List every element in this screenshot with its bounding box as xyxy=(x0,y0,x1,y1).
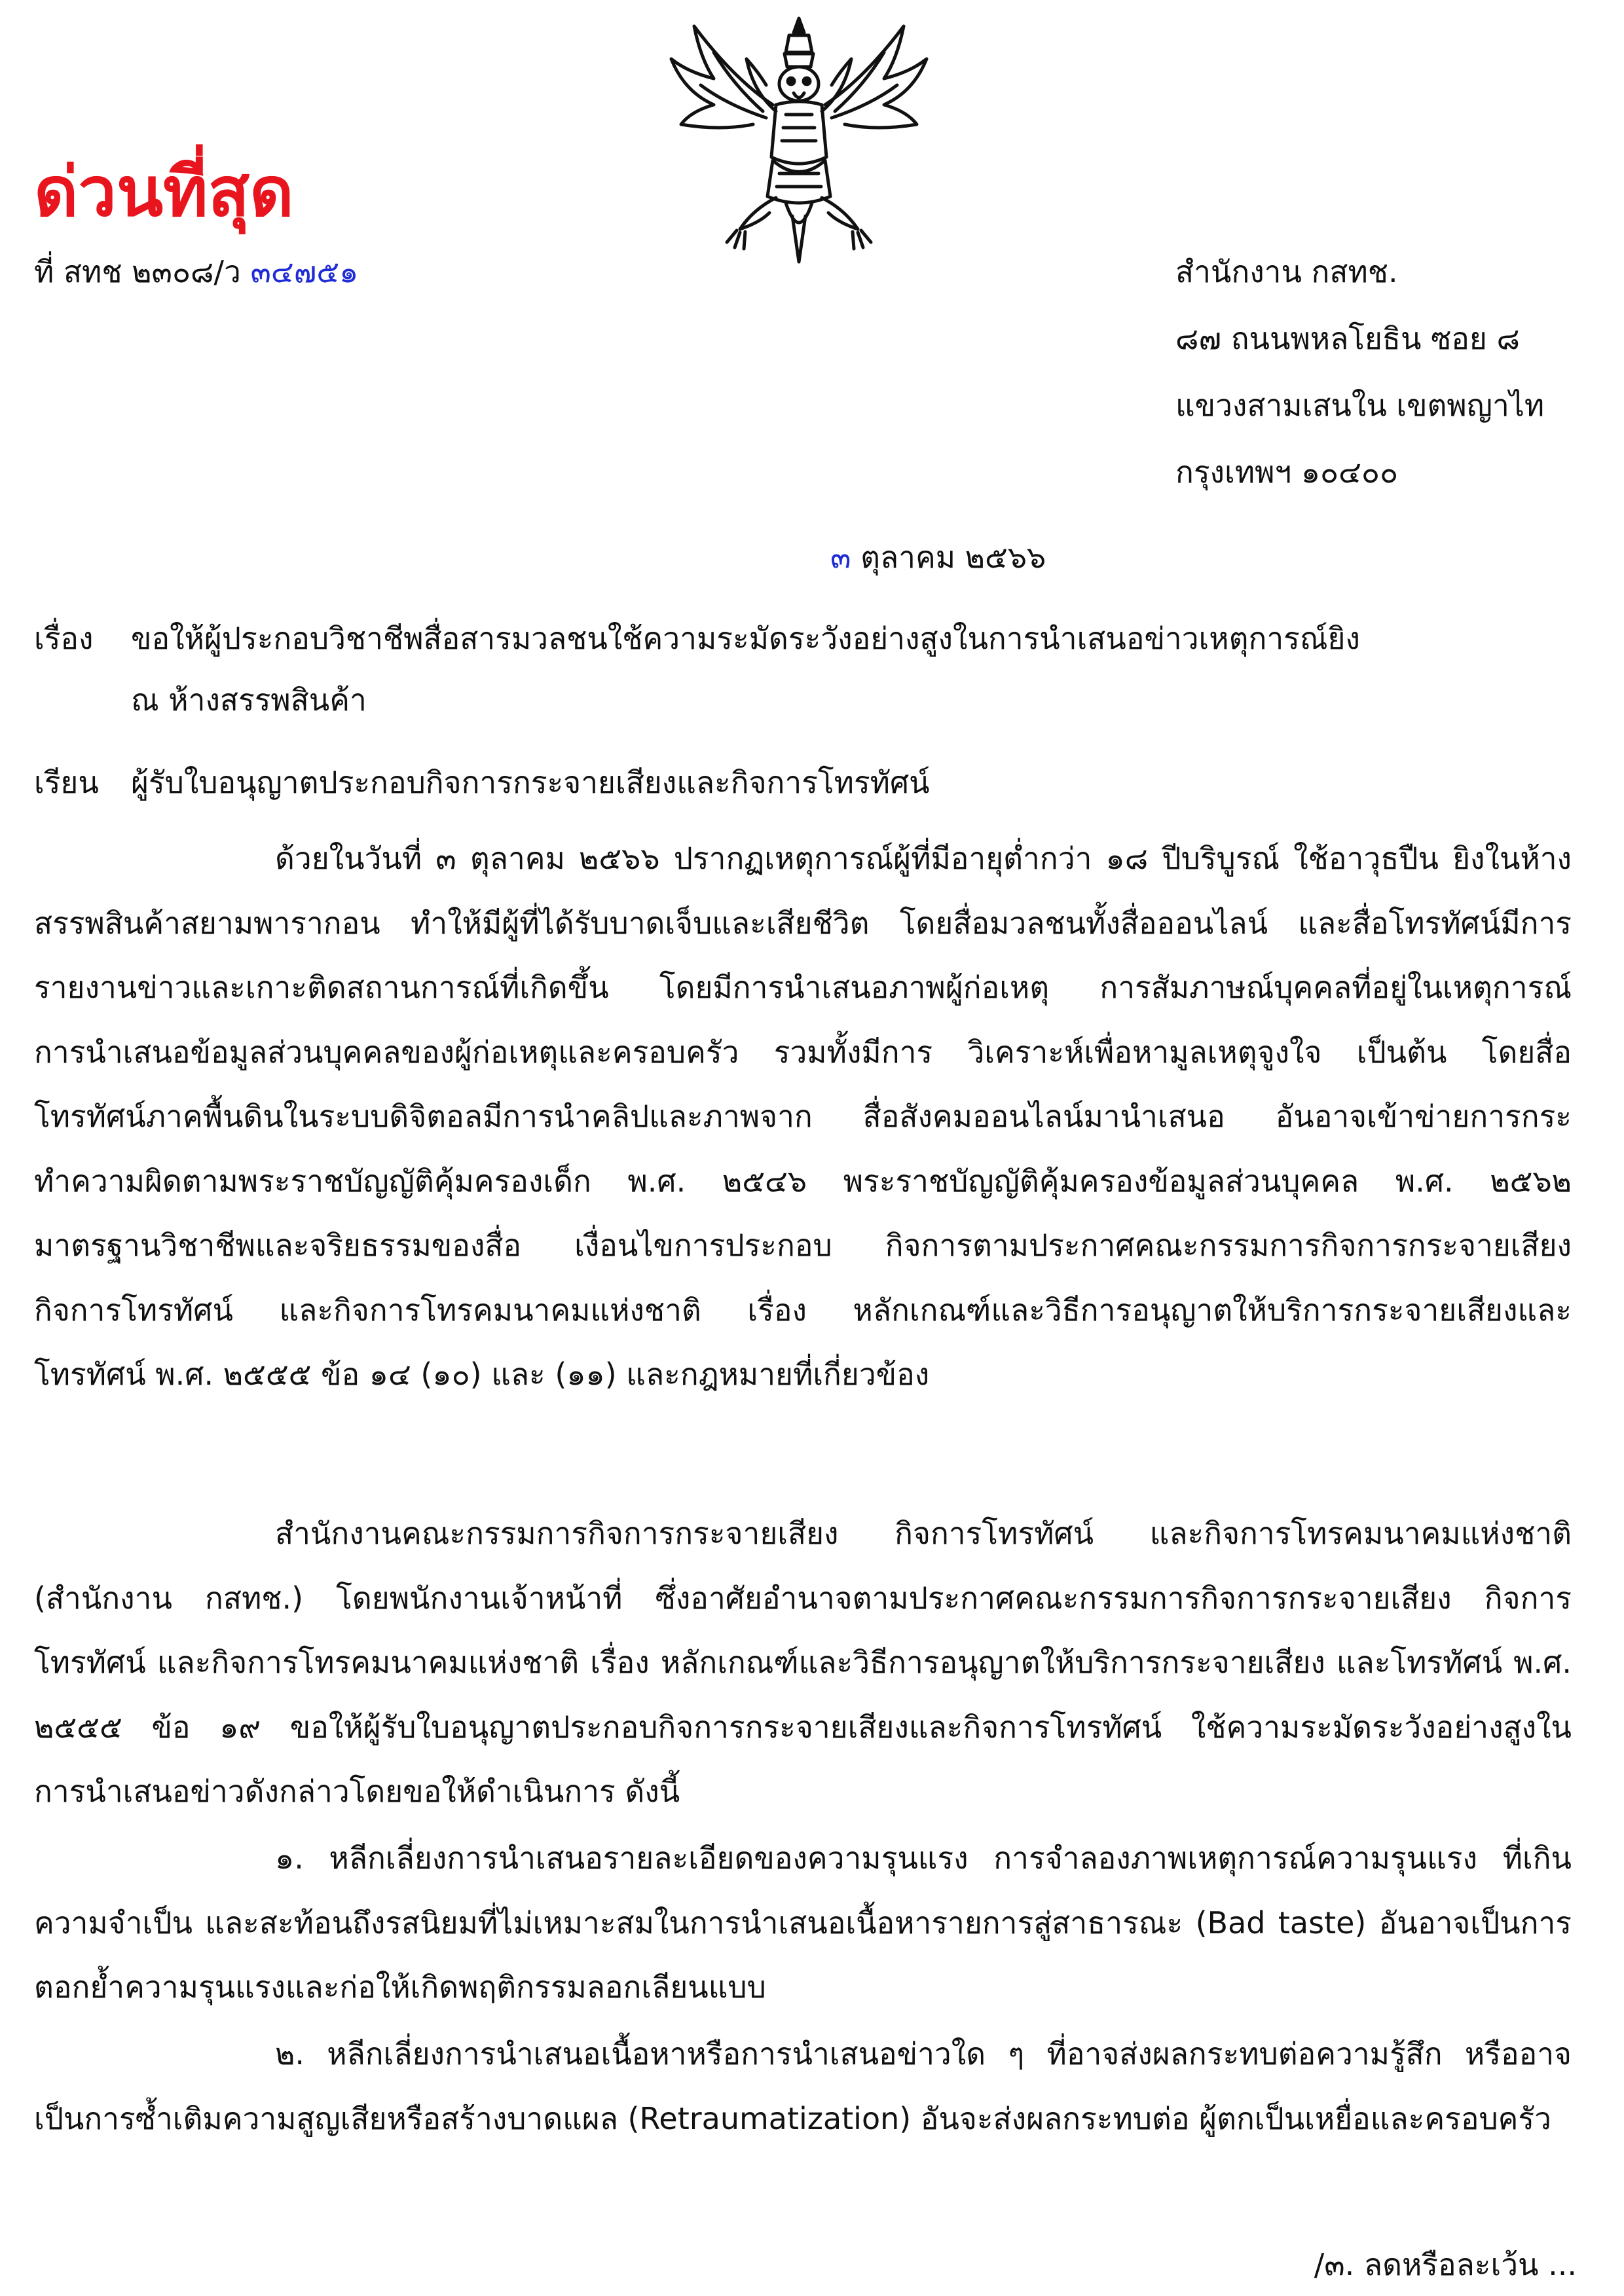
page-continuation: /๓. ลดหรือละเว้น ... xyxy=(1314,2247,1577,2282)
document-number xyxy=(34,254,359,289)
date-month-year: ตุลาคม ๒๕๖๖ xyxy=(860,539,1046,575)
subject-text: ขอให้ผู้ประกอบวิชาชีพสื่อสารมวลชนใช้ความระมัดระวังอย่างสูงในการนำเสนอข่าวเหตุการณ์ยิง xyxy=(131,621,1360,656)
sender-address-line: ๘๗ ถนนพหลโยธิน ซอย ๘ xyxy=(1175,321,1520,356)
document-date xyxy=(830,539,1046,575)
body-paragraph-text: สำนักงานคณะกรรมการกิจการกระจายเสียง กิจการโทรทัศน์ และกิจการโทรคมนาคมแห่งชาติ (สำนักงาน กสทช.) โดยพนักงานเจ้าหน้าที่ ซึ่งอาศัยอำนาจตามประกาศคณะกรรมการกิจการกระจายเสียง กิจการโทรทัศน์ และกิจการโทรคมนาคมแห่งชาติ เรื่อง หลักเกณฑ์และวิธีการอนุญาตให้บริการกระจายเสียง และโทรทัศน์ พ.ศ. ๒๕๕๕ ข้อ ๑๙ ขอให้ผู้รับใบอนุญาตประกอบกิจการกระจายเสียงและกิจการโทรทัศน์ ใช้ความระมัดระวังอย่างสูงในการนำเสนอข่าวดังกล่าวโดยขอให้ดำเนินการ ดังนี้ xyxy=(34,1516,1572,1809)
body-paragraph xyxy=(34,1501,1572,1824)
body-list-item-text: ๑. หลีกเลี่ยงการนำเสนอรายละเอียดของความรุนแรง การจำลองภาพเหตุการณ์ความรุนแรง ที่เกินความจำเป็น และสะท้อนถึงรสนิยมที่ไม่เหมาะสมในการนำเสนอเนื้อหารายการสู่สาธารณะ (Bad taste) อันอาจเป็นการตอกย้ำความรุนแรงและก่อให้เกิดพฤติกรรมลอกเลียนแบบ xyxy=(34,1840,1572,2005)
body-paragraph-text: ด้วยในวันที่ ๓ ตุลาคม ๒๕๖๖ ปรากฏเหตุการณ์ผู้ที่มีอายุต่ำกว่า ๑๘ ปีบริบูรณ์ ใช้อาวุธปืน ยิงในห้างสรรพสินค้าสยามพารากอน ทำให้มีผู้ที่ได้รับบาดเจ็บและเสียชีวิต โดยสื่อมวลชนทั้งสื่อออนไลน์ และสื่อโทรทัศน์มีการรายงานข่าวและเกาะติดสถานการณ์ที่เกิดขึ้น โดยมีการนำเสนอภาพผู้ก่อเหตุ การสัมภาษณ์บุคคลที่อยู่ในเหตุการณ์ การนำเสนอข้อมูลส่วนบุคคลของผู้ก่อเหตุและครอบครัว รวมทั้งมีการ วิเคราะห์เพื่อหามูลเหตุจูงใจ เป็นต้น โดยสื่อโทรทัศน์ภาคพื้นดินในระบบดิจิตอลมีการนำคลิปและภาพจาก สื่อสังคมออนไลน์มานำเสนอ อันอาจเข้าข่ายการกระทำความผิดตามพระราชบัญญัติคุ้มครองเด็ก พ.ศ. ๒๕๔๖ พระราชบัญญัติคุ้มครองข้อมูลส่วนบุคคล พ.ศ. ๒๕๖๒ มาตรฐานวิชาชีพและจริยธรรมของสื่อ เงื่อนไขการประกอบ กิจการตามประกาศคณะกรรมการกิจการกระจายเสียง กิจการโทรทัศน์ และกิจการโทรคมนาคมแห่งชาติ เรื่อง หลักเกณฑ์และวิธีการอนุญาตให้บริการกระจายเสียงและโทรทัศน์ พ.ศ. ๒๕๕๕ ข้อ ๑๔ (๑๐) และ (๑๑) และกฎหมายที่เกี่ยวข้อง xyxy=(34,841,1572,1392)
recipient-label: เรียน xyxy=(34,765,99,800)
sender-address-line: แขวงสามเสนใน เขตพญาไท xyxy=(1175,388,1545,423)
recipient-line xyxy=(34,765,930,800)
document-number-value: ๓๔๗๕๑ xyxy=(250,254,359,289)
recipient-text: ผู้รับใบอนุญาตประกอบกิจการกระจายเสียงและกิจการโทรทัศน์ xyxy=(131,765,930,800)
body-paragraph xyxy=(34,826,1572,1407)
body-list-item-text: ๒. หลีกเลี่ยงการนำเสนอเนื้อหาหรือการนำเสนอข่าวใด ๆ ที่อาจส่งผลกระทบต่อความรู้สึก หรืออาจเป็นการซ้ำเติมความสูญเสียหรือสร้างบาดแผล (Retraumatization) อันจะส่งผลกระทบต่อ ผู้ตกเป็นเหยื่อและครอบครัว xyxy=(34,2036,1572,2136)
sender-address-line: สำนักงาน กสทช. xyxy=(1175,254,1398,289)
urgency-heading: ด่วนที่สุด xyxy=(34,152,294,232)
body-list-item xyxy=(34,1826,1572,2020)
document-number-prefix: ที่ สทช ๒๓๐๘/ว xyxy=(34,254,241,289)
subject-line xyxy=(34,621,1360,656)
subject-label: เรื่อง xyxy=(34,621,94,656)
body-list-item xyxy=(34,2022,1572,2151)
subject-line-continued: ณ ห้างสรรพสินค้า xyxy=(131,682,367,718)
date-day: ๓ xyxy=(830,539,851,575)
sender-address-line: กรุงเทพฯ ๑๐๔๐๐ xyxy=(1175,454,1399,490)
garuda-emblem-icon xyxy=(655,7,943,268)
